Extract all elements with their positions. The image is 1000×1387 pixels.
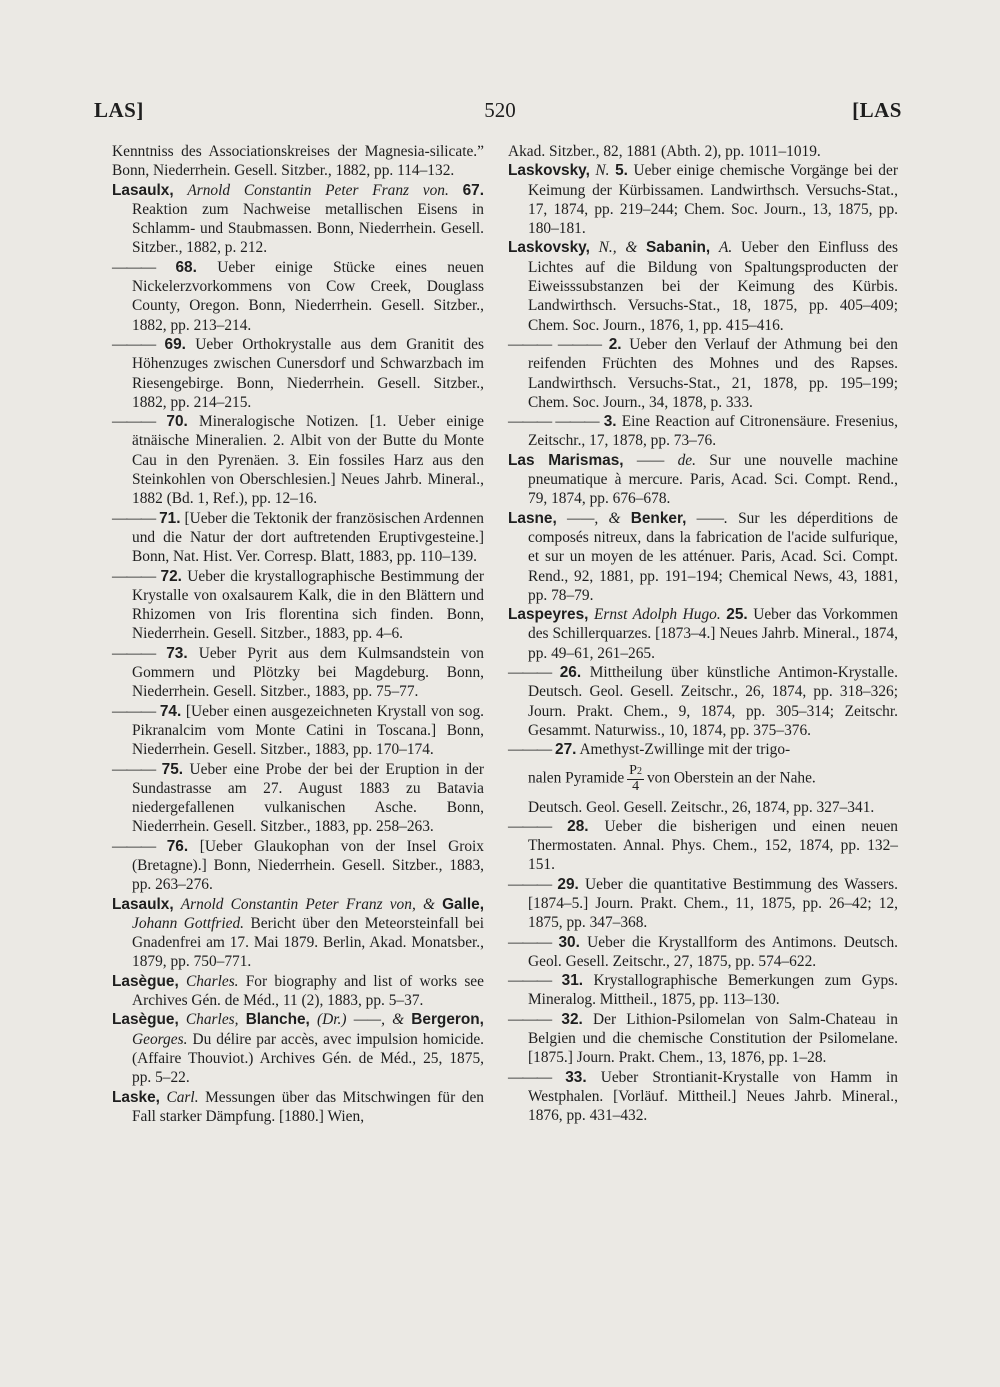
entry-number: 25. (726, 606, 748, 624)
ditto-dash: ——— (508, 817, 552, 835)
author-name: Lasne, (508, 509, 557, 527)
bibliography-entry (508, 933, 898, 972)
entry-text: [Ueber die Tektonik der französischen Ardennen und die Natur der dort auftretenden Eruptivgesteine.] Bonn, Nat. Hist. Ver. Corresp. Blatt, 1883, pp. 110–139. (132, 509, 484, 566)
entry-text: Kenntniss des Associationskreises der Magnesia-silicate.” Bonn, Niederrhein. Gesell. Sitzber., 1882, pp. 114–132. (112, 143, 484, 180)
ditto-dash: ——— ——— (508, 413, 599, 431)
entry-number: 28. (567, 817, 589, 835)
ditto-dash: ——— (112, 258, 156, 276)
entry-text: Amethyst-Zwillinge mit der trigo- (579, 741, 791, 759)
ditto-dash: ——— (112, 760, 156, 778)
ditto-dash: ——— ——— (508, 335, 602, 353)
ditto-dash: ——— (508, 972, 552, 990)
bibliography-entry (508, 605, 898, 663)
entry-text: Mittheilung über künstliche Antimon-Krystalle. Deutsch. Geol. Gesell. Zeitschr., 26, 1874, pp. 318–326; Journ. Prakt. Chem., 9, 1874, pp. 305–314; Zeitschr. Gesammt. Naturwiss., 10, 1874, pp. 375–376. (528, 664, 898, 739)
ditto-dash: ——— (508, 933, 552, 951)
bibliography-entry (508, 142, 898, 161)
entry-text: Bericht über den Meteorsteinfall bei Gnadenfrei am 17. Mai 1879. Berlin, Akad. Monatsber., 1879, pp. 750–771. (132, 914, 484, 971)
entry-text: Eine Reaction auf Citronensäure. Fresenius, Zeitschr., 17, 1878, pp. 73–76. (528, 413, 898, 450)
entry-number: 32. (561, 1010, 583, 1028)
page-number: 520 (484, 98, 516, 122)
bibliography-entry (112, 142, 484, 181)
bibliography-entry (112, 335, 484, 412)
numerator-symbol: P (629, 762, 637, 778)
bibliography-entry (508, 412, 898, 451)
author-name: Lasègue, (112, 1011, 179, 1029)
bibliography-entry (112, 412, 484, 508)
ditto-dash: ——— (508, 875, 552, 893)
entry-text: For biography and list of works see Archives Gén. de Méd., 11 (2), 1883, pp. 5–37. (132, 972, 484, 1010)
author-given-names: N., & (598, 239, 638, 257)
coauthor-name: Sabanin, (646, 239, 711, 257)
formula-line (508, 764, 898, 794)
ditto-dash: ——— (508, 1068, 552, 1086)
author-name: Lasaulx, (112, 895, 174, 913)
bibliography-entry (508, 1010, 898, 1068)
entry-text: Du délire par accès, avec impulsion homicide. (Affaire Thouviot.) Archives Gén. de Méd., 25, 1875, pp. 5–22. (132, 1030, 484, 1087)
entry-text: Ueber die bisherigen und einen neuen Thermostaten. Annal. Phys. Chem., 152, 1874, pp. 132–151. (528, 817, 898, 874)
bibliography-entry (112, 837, 484, 895)
entry-text: Ueber die quantitative Bestimmung des Wassers. [1874–5.] Journ. Prakt. Chem., 11, 1875, pp. 26–42; 12, 1875, pp. 347–368. (528, 875, 899, 932)
entry-text: [Ueber einen ausgezeichneten Krystall von sog. Pikranalcim vom Monte Catini in Toscana.] Bonn, Niederrhein. Gesell. Sitzber., 1883, pp. 170–174. (132, 702, 484, 759)
ditto-dash: ——— (508, 741, 552, 759)
entry-text: Deutsch. Geol. Gesell. Zeitschr., 26, 1874, pp. 327–341. (528, 798, 875, 816)
fraction-numerator (627, 764, 644, 780)
page-header (0, 98, 1000, 128)
bibliography-entry (508, 238, 898, 334)
entry-text: Krystallographische Bemerkungen zum Gyps. Mineralog. Mittheil., 1875, pp. 113–130. (528, 972, 898, 1009)
fraction-denominator: 4 (632, 778, 640, 794)
coauthor-name: Galle, (442, 895, 484, 913)
coauthor-given-names: (Dr.) ——, & (317, 1011, 405, 1029)
entry-number: 76. (166, 837, 189, 855)
entry-text: Ueber Strontianit-Krystalle von Hamm in Westphalen. [Vorläuf. Mittheil.] Neues Jahrb. Mineral., 1876, pp. 431–432. (528, 1068, 898, 1125)
entry-text: Reaktion zum Nachweise metallischen Eisens in Schlamm- und Staubmassen. Bonn, Niederrhein. Gesell. Sitzber., 1882, p. 212. (132, 200, 484, 257)
entry-number: 3. (603, 413, 617, 431)
author-given-names: Ernst Adolph Hugo. (594, 606, 721, 624)
fraction (627, 764, 644, 794)
bibliography-entry (112, 1010, 484, 1087)
bibliography-entry (112, 760, 484, 837)
entry-text: Messungen über das Mitschwingen für den Fall starker Dämpfung. [1880.] Wien, (132, 1088, 484, 1125)
author-given-names: Arnold Constantin Peter Franz von, & (180, 895, 435, 913)
author-name: Lasaulx, (112, 181, 174, 199)
entry-text: Sur une nouvelle machine pneumatique à mercure. Paris, Acad. Sci. Compt. Rend., 79, 1874, pp. 676–678. (528, 451, 898, 508)
entry-text: Ueber das Vorkommen des Schillerquarzes. [1873–4.] Neues Jahrb. Mineral., 1874, pp. 49–61, 261–265. (528, 606, 898, 662)
entry-number: 30. (558, 933, 580, 951)
coauthor-name: Benker, (630, 509, 687, 527)
bibliography-entry (112, 644, 484, 702)
entry-number: 2. (608, 335, 622, 353)
ditto-dash: ——— (112, 413, 156, 431)
author-name: Laskovsky, (508, 239, 590, 257)
left-column (112, 142, 484, 1126)
ditto-dash: ——— (508, 664, 552, 682)
entry-number: 26. (559, 664, 582, 682)
entry-text: Ueber einige Stücke eines neuen Nickelerzvorkommens von Cow Creek, Douglass County, Oregon. Bonn, Niederrhein. Gesell. Sitzber., 1882, pp. 213–214. (132, 258, 484, 334)
coauthor-given-names: A. (718, 239, 733, 257)
author-name: Laskovsky, (508, 162, 590, 180)
bibliography-entry (112, 181, 484, 258)
ditto-dash: ——— (112, 335, 156, 353)
author-given-names: —— de. (636, 451, 696, 469)
entry-number: 75. (161, 760, 184, 778)
author-given-names: N. (595, 162, 610, 180)
ditto-dash: ——— (508, 1010, 552, 1028)
coauthor-given-names: ——. (696, 509, 728, 527)
coauthor-name: Bergeron, (411, 1011, 484, 1029)
entry-text: Der Lithion-Psilomelan von Salm-Chateau in Belgien und die chemische Constitution der Psilomelane. [1875.] Journ. Prakt. Chem., 13, 1876, pp. 1–28. (528, 1010, 898, 1067)
entry-number: 74. (159, 702, 182, 720)
bibliography-entry (508, 663, 898, 740)
running-head-right: [LAS (852, 98, 902, 122)
entry-number: 29. (557, 875, 579, 893)
bibliography-entry (508, 1068, 898, 1126)
coauthor-given-names: Georges. (132, 1030, 188, 1048)
formula-suffix: von Oberstein an der Nahe. (646, 769, 816, 787)
entry-number: 67. (462, 181, 484, 199)
bibliography-entry (112, 567, 484, 644)
author-given-names: Charles. (185, 972, 239, 990)
entry-number: 72. (160, 567, 182, 585)
bibliography-entry (112, 258, 484, 335)
bibliography-entry (112, 702, 484, 760)
entry-text: Ueber die krystallographische Bestimmung der Krystalle von oxalsaurem Kalk, die in den Blättern und Rhizomen von Iris florentina sich finden. Bonn, Niederrhein. Gesell. Sitzber., 1883, pp. 4–6. (132, 567, 484, 643)
entry-text: [Ueber Glaukophan von der Insel Groix (Bretagne).] Bonn, Niederrhein. Gesell. Sitzber., 1883, pp. 263–276. (132, 837, 484, 894)
bibliography-entry (112, 895, 484, 972)
entry-number: 5. (615, 162, 628, 180)
entry-number: 33. (565, 1068, 587, 1086)
author-given-names: Carl. (166, 1088, 199, 1106)
ditto-dash: ——— (112, 644, 156, 662)
entry-text: Ueber einige chemische Vorgänge bei der Keimung der Kürbissamen. Landwirthsch. Versuchs-Stat., 17, 1874, pp. 219–244; Chem. Soc. Journ., 13, 1875, pp. 180–181. (528, 162, 898, 238)
ditto-dash: ——— (112, 702, 156, 720)
bibliography-entry (508, 509, 898, 605)
bibliography-entry (508, 875, 898, 933)
author-given-names: ——, & (567, 509, 621, 527)
author-name: Laspeyres, (508, 606, 589, 624)
bibliography-entry (508, 161, 898, 238)
entry-continuation (508, 798, 898, 817)
bibliography-entry (508, 971, 898, 1010)
entry-text: Ueber den Verlauf der Athmung bei den reifenden Früchten des Mohnes und des Rapses. Landwirthsch. Versuchs-Stat., 21, 1878, pp. 195–199; Chem. Soc. Journ., 34, 1878, p. 333. (528, 335, 898, 411)
entry-number: 68. (175, 258, 197, 276)
entry-text: Ueber Orthokrystalle aus dem Granitit des Höhenzuges zwischen Cunersdorf und Schwarzbach im Riesengebirge. Bonn, Niederrhein. Gesell. Sitzber., 1882, pp. 214–215. (132, 335, 484, 411)
author-name: Lasègue, (112, 972, 179, 990)
entry-number: 69. (164, 335, 186, 353)
entry-number: 73. (166, 644, 188, 662)
ditto-dash: ——— (112, 567, 156, 585)
entry-text: Ueber eine Probe der bei der Eruption in der Sundastrasse am 27. August 1883 zu Batavia niedergefallenen vulkanischen Asche. Bonn, Niederrhein. Gesell. Sitzber., 1883, pp. 258–263. (132, 760, 484, 836)
entry-text: Mineralogische Notizen. [1. Ueber einige ätnäische Mineralien. 2. Albit von der Butte du Monte Cau in den Pyrenäen. 3. Ein fossiles Harz aus den Steinkohlen von Oberschlesien.] Neues Jahrb. Mineral., 1882 (Bd. 1, Ref.), pp. 12–16. (132, 413, 485, 508)
entry-number: 71. (159, 509, 181, 527)
bibliography-entry (112, 1088, 484, 1127)
author-given-names: Arnold Constantin Peter Franz von. (187, 181, 449, 199)
bibliography-entry (508, 817, 898, 875)
entry-text: Ueber Pyrit aus dem Kulmsandstein von Gommern und Plötzky bei Magdeburg. Bonn, Niederrhein. Gesell. Sitzber., 1883, pp. 75–77. (132, 644, 484, 701)
bibliography-entry (508, 451, 898, 509)
author-name: Laske, (112, 1088, 160, 1106)
running-head-left: LAS] (94, 98, 144, 122)
entry-number: 31. (561, 972, 584, 990)
entry-text: Ueber die Krystallform des Antimons. Deutsch. Geol. Gesell. Zeitschr., 27, 1875, pp. 574–622. (528, 933, 898, 970)
numerator-subscript: 2 (636, 765, 642, 777)
ditto-dash: ——— (112, 837, 156, 855)
entry-number: 27. (555, 741, 577, 759)
ditto-dash: ——— (112, 509, 156, 527)
entry-number: 70. (166, 413, 188, 431)
coauthor-name: Blanche, (245, 1011, 310, 1029)
formula-prefix: nalen Pyramide (528, 769, 625, 787)
author-name: Las Marismas, (508, 451, 624, 469)
bibliography-entry (112, 509, 484, 567)
coauthor-given-names: Johann Gottfried. (132, 914, 245, 932)
entry-text: Akad. Sitzber., 82, 1881 (Abth. 2), pp. 1011–1019. (508, 143, 821, 160)
right-column (508, 142, 898, 1126)
bibliography-entry (508, 335, 898, 412)
entry-text: Sur les déperditions de composés nitreux, dans la fabrication de l'acide sulfurique, et sur un moyen de les atténuer. Paris, Acad. Sci. Compt. Rend., 92, 1881, pp. 191–194; Chemical News, 43, 1881, pp. 78–79. (528, 509, 898, 604)
bibliography-entry (112, 972, 484, 1011)
bibliography-entry (508, 740, 898, 759)
entry-text: Ueber den Einfluss des Lichtes auf die Bildung von Spaltungsproducten der Eiweisssubstanzen bei der Keimung des Kürbis. Landwirthsch. Versuchs-Stat., 18, 1875, pp. 405–409; Chem. Soc. Journ., 1876, 1, pp. 415–416. (528, 239, 898, 334)
author-given-names: Charles, (185, 1011, 239, 1029)
